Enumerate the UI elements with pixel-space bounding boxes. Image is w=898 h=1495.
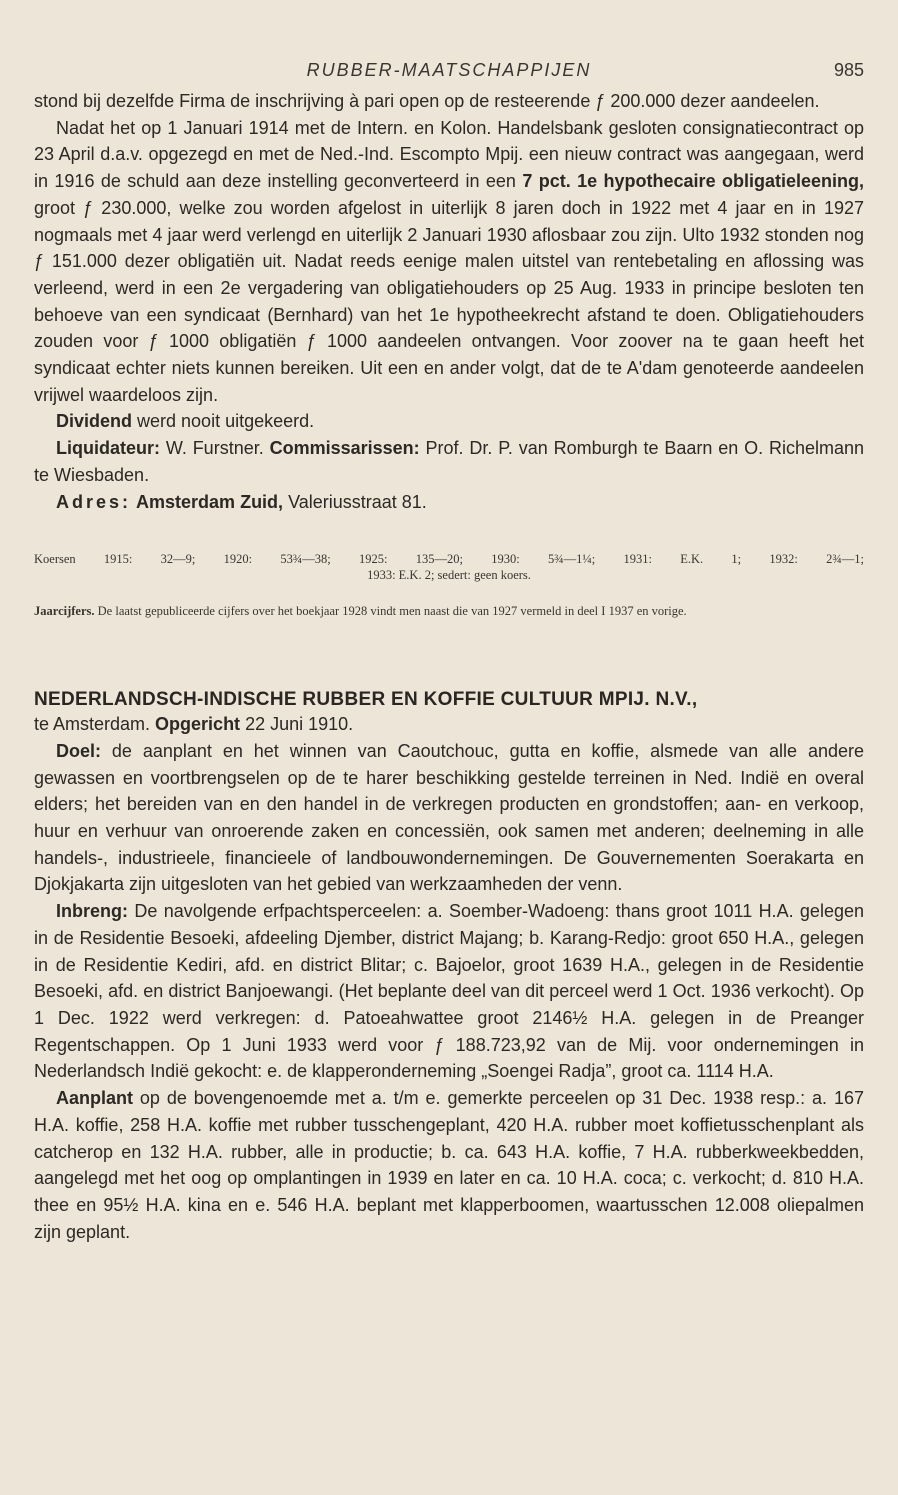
paragraph-adres [34,489,864,516]
liquidateur-label: Liquidateur: [56,438,160,459]
doel-text: de aanplant en het winnen van Caoutchouc, gutta en koffie, alsmede van alle andere gewassen en voortbrengselen op de te harer beschikking gestelde terreinen in Ned. Indië en overal elders; het bereiden van en den handel in de verkregen producten en grondstoffen; aan- en verkoop, huur en verhuur van onroerende zaken en concessiën, ook samen met anderen; deelneming in alle handels-, industrieele, financieele of landbouwondernemingen. De Gouvernementen Soerakarta en Djokjakarta zijn uitgesloten van het gebied van werkzaamheden der venn. [34,740,864,895]
adres-street: Valeriusstraat 81. [283,491,427,512]
page-header [34,60,864,88]
commissarissen-text: Prof. Dr. P. van Romburgh te Baarn en O. Richelmann te Wiesbaden. [34,438,865,485]
paragraph-doel [34,738,864,898]
liquidateur-text: W. Furstner. [160,438,270,459]
adres-label: Adres: [56,491,132,512]
paragraph-management [34,435,864,488]
page-number: 985 [833,60,864,80]
running-title: RUBBER-MAATSCHAPPIJEN [306,60,592,80]
inbreng-text: De navolgende erfpachtsperceelen: a. Soember-Wadoeng: thans groot 1011 H.A. gelegen in de Residentie Besoeki, afdeeling Djember, district Majang; b. Karang-Redjo: groot 650 H.A., gelegen in de Residentie Kediri, afd. en district Blitar; c. Bajoelor, groot 1639 H.A., gelegen in de Residentie Besoeki, afd. en district Banjoewangi. (Het beplante deel van dit perceel werd 1 Oct. 1936 verkocht). Op 1 Dec. 1922 werd verkregen: d. Patoeahwattee groot 2146½ H.A. gelegen in de Preanger Regentschappen. Op 1 Juni 1933 werd voor ƒ 188.723,92 van de Mij. voor ondernemingen in Nederlandsch Indië gekocht: e. de klapperonderneming „Soengei Radja”, groot ca. 1114 H.A. [34,901,864,1082]
opgericht-label: Opgericht [155,714,241,735]
koersen-block [34,551,864,583]
koersen-line-1: Koersen 1915: 32—9; 1920: 53¾—38; 1925: 135—20; 1930: 5¾—1¼; 1931: E.K. 1; 1932: 2¾—1; [34,552,864,567]
koersen-line-2: 1933: E.K. 2; sedert: geen koers. [367,568,531,583]
opgericht-date: 22 Juni 1910. [240,714,354,735]
paragraph-intro-continuation: stond bij dezelfde Firma de inschrijving à pari open op de resteerende ƒ 200.000 dezer aandeelen. [34,91,820,111]
obligatie-text-a: Nadat het op 1 Januari 1914 met de Intern. en Kolon. Handelsbank gesloten consignatiecontract op 23 April d.a.v. opgezegd en met de Ned.-Ind. Escompto Mpij. een nieuw contract was aangegaan, werd in 1916 de schuld aan deze instelling geconverteerd in een [34,117,864,192]
paragraph-inbreng [34,898,864,1085]
paragraph-dividend [34,408,864,435]
paragraph-aanplant [34,1085,864,1245]
paragraph-obligatieleening [34,115,864,409]
paragraph-location [34,711,864,738]
dividend-label: Dividend [56,411,133,432]
jaarcijfers-text: De laatst gepubliceerde cijfers over het boekjaar 1928 vindt men naast die van 1927 vermeld in deel I 1937 en vorige. [94,604,687,619]
aanplant-text: op de bovengenoemde met a. t/m e. gemerkte perceelen op 31 Dec. 1938 resp.: a. 167 H.A. koffie, 258 H.A. koffie met rubber tusschengeplant, 420 H.A. rubber moet koffietusschenplant als catcherop en 132 H.A. rubber, alle in productie; b. ca. 643 H.A. koffie, 7 H.A. rubberkweekbedden, aangelegd met het oog op omplantingen in 1939 en later en ca. 10 H.A. coca; c. verkocht; d. 810 H.A. thee en 95½ H.A. kina en e. 546 H.A. beplant met klapperboomen, waartusschen 12.008 oliepalmen zijn geplant. [34,1088,864,1242]
company-title: NEDERLANDSCH-INDISCHE RUBBER EN KOFFIE CULTUUR MPIJ. N.V., [34,689,698,711]
company-location: te Amsterdam. [34,714,156,735]
dividend-text: werd nooit uitgekeerd. [132,411,315,432]
aanplant-label: Aanplant [56,1088,134,1109]
obligatie-bold: 7 pct. 1e hypothecaire obligatieleening, [522,171,864,192]
adres-city: Amsterdam Zuid, [136,491,284,512]
jaarcijfers-note [34,603,864,619]
page [34,60,864,1245]
jaarcijfers-label: Jaarcijfers. [34,604,95,619]
inbreng-label: Inbreng: [56,901,128,922]
doel-label: Doel: [56,740,101,761]
commissarissen-label: Commissarissen: [269,438,420,459]
obligatie-text-b: groot ƒ 230.000, welke zou worden afgelost in uiterlijk 8 jaren doch in 1922 met 4 jaar en in 1927 nogmaals met 4 jaar werd verlengd en uiterlijk 2 Januari 1930 aflosbaar zou zijn. Ulto 1932 stonden nog ƒ 151.000 dezer obligatiën uit. Nadat reeds eenige malen uitstel van rentebetaling en aflossing was verleend, werd in een 2e vergadering van obligatiehouders op 25 Aug. 1933 in principe besloten ten behoeve van een syndicaat (Bernhard) van het 1e hypotheekrecht afstand te doen. Obligatiehouders zouden voor ƒ 1000 obligatiën ƒ 1000 aandeelen ontvangen. Voor zoover na te gaan heeft het syndicaat echter niets kunnen bereiken. Uit een en ander volgt, dat de te A'dam genoteerde aandeelen vrijwel waardeloos zijn. [34,197,864,405]
